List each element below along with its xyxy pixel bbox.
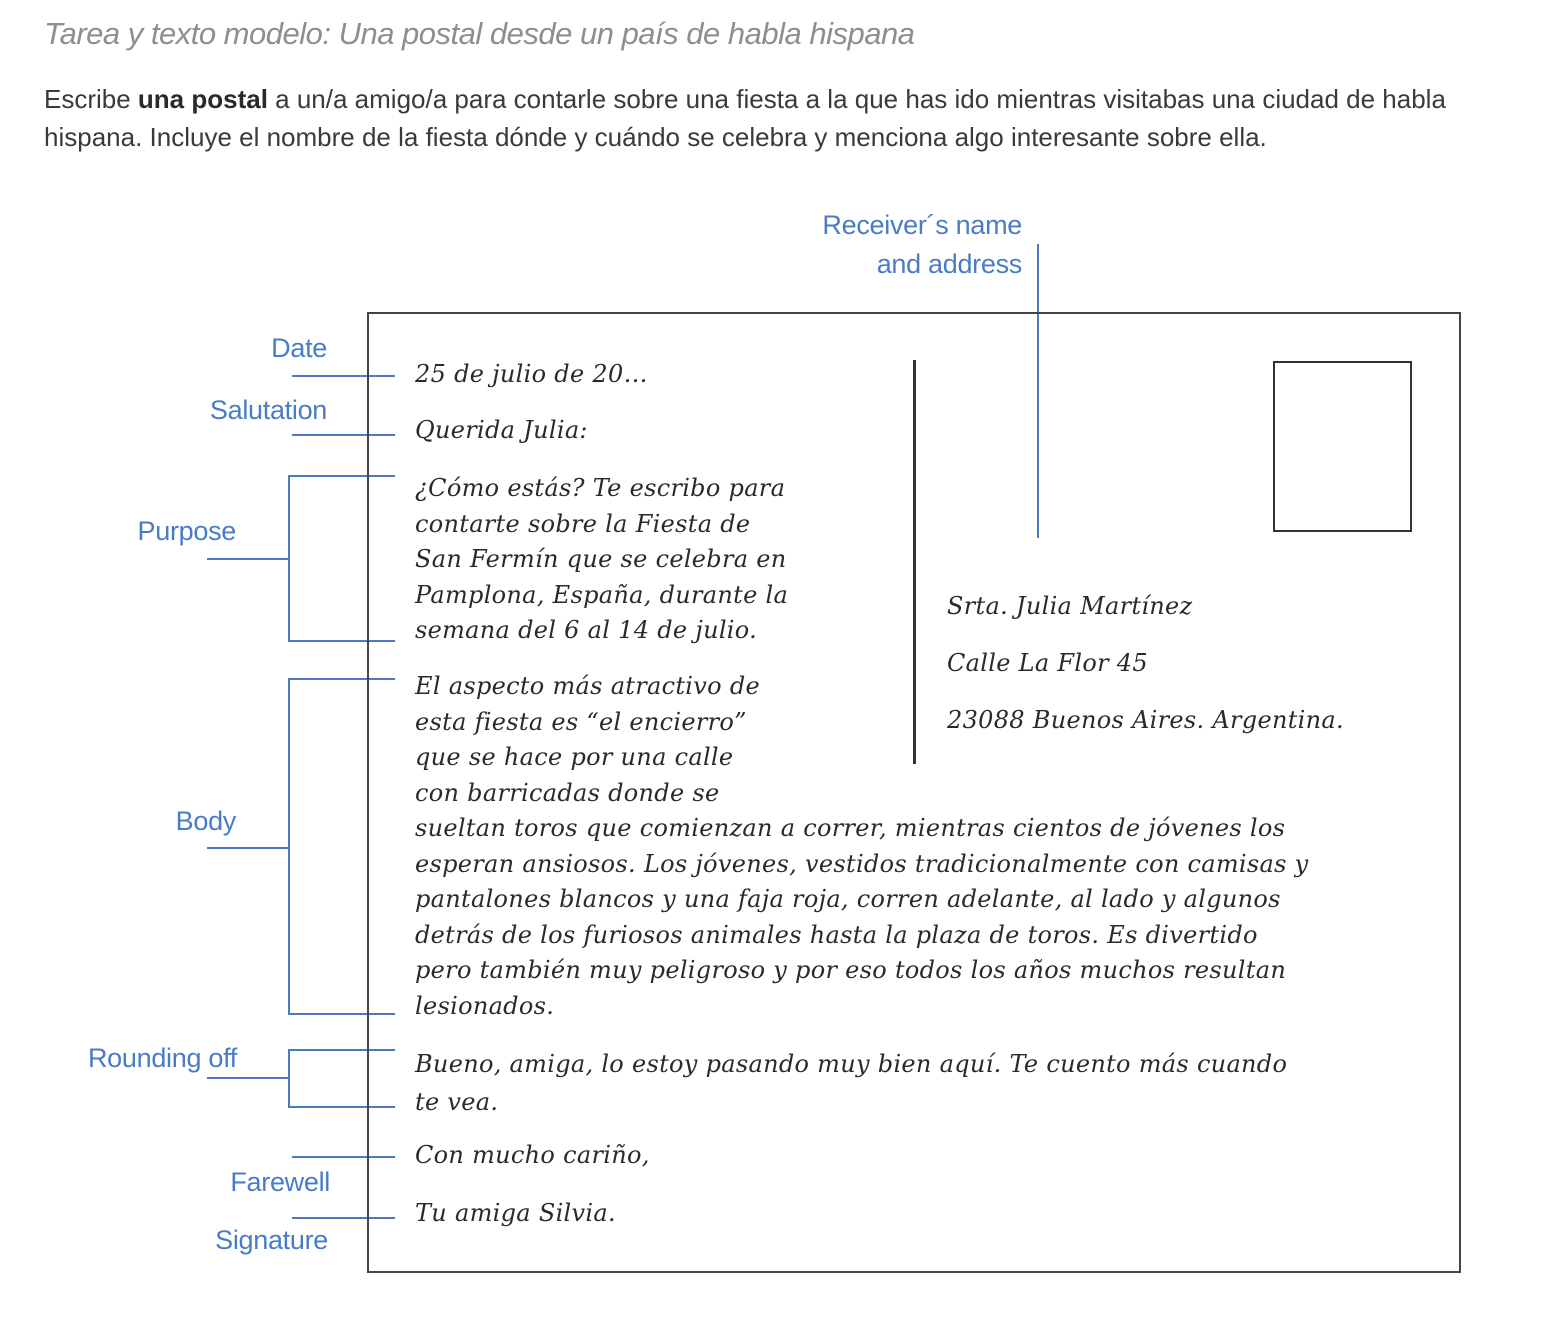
instructions-text-end: a un/a amigo/a para contarle sobre una fiesta a la que has ido mientras visitabas una ciudad de habla hispana. Incluye el nombre de la fiesta dónde y cuándo se celebra y menciona algo interesante sobre ella.: [44, 84, 1446, 152]
salutation-annotation: Salutation: [209, 395, 327, 425]
purpose-annotation: Purpose: [137, 516, 236, 546]
instructions-text-start: Escribe: [44, 84, 138, 114]
purpose-line: San Fermín que se celebra en: [415, 545, 787, 573]
body-line: con barricadas donde se: [415, 778, 720, 807]
purpose-line: Pamplona, España, durante la: [415, 580, 789, 609]
body-line: El aspecto más atractivo de: [415, 672, 760, 700]
receiver-annotation: [780, 206, 1022, 284]
purpose-line: contarte sobre la Fiesta de: [415, 509, 751, 538]
task-instructions: [44, 80, 1504, 156]
receiver-annotation-line2: and address: [876, 249, 1022, 279]
stamp-box: [1273, 361, 1412, 532]
body-line: esperan ansiosos. Los jóvenes, vestidos tradicionalmente con camisas y: [415, 849, 1309, 878]
body-line: que se hace por una calle: [415, 743, 734, 771]
purpose-line: semana del 6 al 14 de julio.: [415, 616, 758, 644]
task-title: Tarea y texto modelo: Una postal desde un país de habla hispana: [44, 16, 915, 51]
instructions-bold: una postal: [137, 84, 268, 114]
body-line: pantalones blancos y una faja roja, corren adelante, al lado y algunos: [415, 885, 1281, 913]
body-line: lesionados.: [415, 991, 555, 1020]
body-line: detrás de los furiosos animales hasta la plaza de toros. Es divertido: [415, 920, 1258, 949]
signature-annotation: Signature: [215, 1225, 328, 1255]
body-line: esta fiesta es “el encierro”: [415, 707, 747, 736]
address-city: 23088 Buenos Aires. Argentina.: [947, 706, 1344, 734]
postcard-farewell: Con mucho cariño,: [415, 1141, 650, 1169]
rounding-off-annotation: Rounding off: [87, 1043, 237, 1073]
postcard-rounding-off: [415, 1045, 1287, 1121]
rounding-line: te vea.: [415, 1088, 499, 1116]
receiver-annotation-line1: Receiver´s name: [822, 210, 1022, 240]
body-line: sueltan toros que comienzan a correr, mientras cientos de jóvenes los: [415, 814, 1286, 842]
purpose-line: ¿Cómo estás? Te escribo para: [415, 474, 786, 502]
rounding-line: Bueno, amiga, lo estoy pasando muy bien aquí. Te cuento más cuando: [415, 1050, 1288, 1078]
postcard-date: 25 de julio de 20…: [415, 360, 648, 388]
body-annotation: Body: [175, 806, 236, 836]
date-annotation: Date: [271, 333, 327, 363]
address-name: Srta. Julia Martínez: [947, 592, 1193, 620]
postcard-purpose: [415, 471, 788, 649]
postcard-salutation: Querida Julia:: [415, 416, 588, 444]
farewell-annotation: Farewell: [230, 1167, 330, 1197]
address-street: Calle La Flor 45: [947, 649, 1148, 677]
body-line: pero también muy peligroso y por eso todos los años muchos resultan: [415, 956, 1287, 984]
postcard-signature: Tu amiga Silvia.: [415, 1199, 616, 1227]
